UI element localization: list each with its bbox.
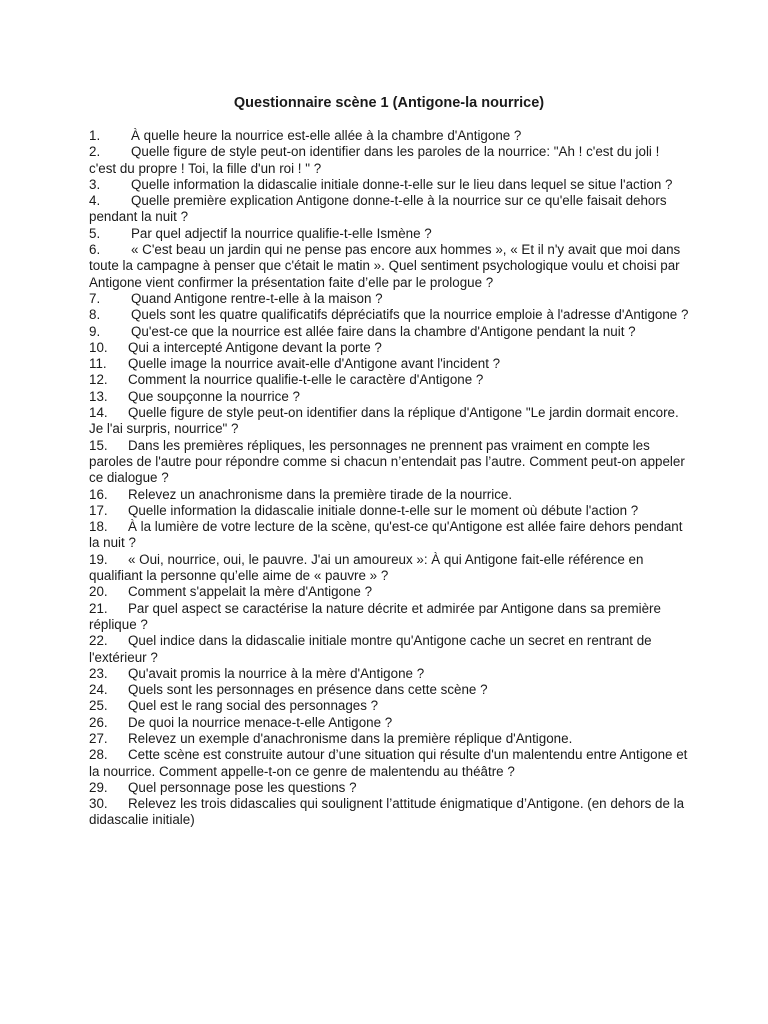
question-text: Comment s'appelait la mère d'Antigone ? [128,584,373,600]
question-item [89,698,689,714]
question-text: De quoi la nourrice menace-t-elle Antigone ? [128,714,393,730]
question-item [89,601,689,634]
question-item [89,291,689,307]
question-item [89,780,689,796]
question-text: Quel est le rang social des personnages ? [128,698,379,714]
question-number: 18. [89,519,108,535]
question-number: 3. [89,176,101,192]
question-item [89,584,689,600]
question-number: 7. [89,290,101,306]
question-text: Relevez un anachronisme dans la première tirade de la nourrice. [128,486,513,502]
document-page [89,94,689,829]
question-number: 9. [89,323,101,339]
question-number: 8. [89,307,101,323]
question-item [89,552,689,585]
question-text: À la lumière de votre lecture de la scène, qu'est-ce qu'Antigone est allée faire dehors pendant la nuit ? [89,519,683,551]
question-number: 24. [89,682,108,698]
question-number: 30. [89,796,108,812]
question-text: Que soupçonne la nourrice ? [128,388,300,404]
question-number: 29. [89,779,108,795]
question-item [89,519,689,552]
question-item [89,226,689,242]
question-text: Qu'avait promis la nourrice à la mère d'Antigone ? [128,665,425,681]
question-number: 10. [89,339,108,355]
question-number: 17. [89,502,108,518]
question-number: 5. [89,225,101,241]
question-item [89,633,689,666]
question-number: 27. [89,730,108,746]
question-number: 12. [89,372,108,388]
question-item [89,503,689,519]
question-number: 23. [89,665,108,681]
question-text: Quelle information la didascalie initiale donne-t-elle sur le lieu dans lequel se situe l'action ? [131,176,673,192]
question-number: 16. [89,486,108,502]
question-text: Quelle image la nourrice avait-elle d'Antigone avant l'incident ? [128,356,501,372]
question-item [89,193,689,226]
question-number: 4. [89,193,101,209]
question-number: 15. [89,437,108,453]
question-item [89,405,689,438]
question-number: 2. [89,144,101,160]
question-number: 13. [89,388,108,404]
question-text: Quel personnage pose les questions ? [128,779,357,795]
question-text: « C'est beau un jardin qui ne pense pas encore aux hommes », « Et il n'y avait que moi dans toute la campagne à penser que c'était le matin ». Quel sentiment psychologique voulu et choisi par Antigone vient confirmer la présentation faite d’elle par le prologue ? [89,242,681,290]
question-text: Quelle figure de style peut-on identifier dans la réplique d'Antigone "Le jardin dormait encore. Je l'ai surpris, nourrice" ? [89,405,679,437]
question-item [89,715,689,731]
question-item [89,372,689,388]
question-item [89,340,689,356]
question-text: Quels sont les quatre qualificatifs dépréciatifs que la nourrice emploie à l'adresse d'Antigone ? [131,307,689,323]
question-number: 28. [89,747,108,763]
question-item [89,796,689,829]
question-text: Par quel adjectif la nourrice qualifie-t-elle Ismène ? [131,225,432,241]
question-item [89,731,689,747]
question-number: 6. [89,242,101,258]
question-item [89,177,689,193]
question-number: 14. [89,405,108,421]
question-number: 25. [89,698,108,714]
question-number: 26. [89,714,108,730]
question-item [89,144,689,177]
question-number: 21. [89,600,108,616]
question-text: « Oui, nourrice, oui, le pauvre. J'ai un amoureux »: À qui Antigone fait-elle référence en qualifiant la personne qu’elle aime de « pauvre » ? [89,551,644,584]
question-text: Quelle figure de style peut-on identifier dans les paroles de la nourrice: "Ah ! c'est du joli ! c'est du propre ! Toi, la fille d'un roi ! " ? [89,144,660,176]
question-text: Par quel aspect se caractérise la nature décrite et admirée par Antigone dans sa première réplique ? [89,600,661,632]
document-title: Questionnaire scène 1 (Antigone-la nourrice) [233,95,545,111]
question-item [89,389,689,405]
question-number: 20. [89,584,108,600]
question-item [89,356,689,372]
question-item [89,487,689,503]
question-text: À quelle heure la nourrice est-elle allée à la chambre d'Antigone ? [131,128,522,143]
question-text: Quels sont les personnages en présence dans cette scène ? [128,682,488,698]
question-number: 22. [89,633,108,649]
question-text: Qui a intercepté Antigone devant la porte ? [128,339,382,355]
question-text: Quand Antigone rentre-t-elle à la maison ? [131,290,383,306]
question-item [89,666,689,682]
question-item [89,307,689,323]
question-text: Quel indice dans la didascalie initiale montre qu'Antigone cache un secret en rentrant de l'extérieur ? [89,633,652,665]
question-text: Comment la nourrice qualifie-t-elle le caractère d'Antigone ? [128,372,484,388]
question-item [89,324,689,340]
question-text: Qu'est-ce que la nourrice est allée faire dans la chambre d'Antigone pendant la nuit ? [131,323,636,339]
question-list [89,128,689,829]
question-text: Relevez les trois didascalies qui soulignent l’attitude énigmatique d’Antigone. (en dehors de la didascalie initiale) [89,796,685,828]
question-number: 11. [89,356,107,372]
question-text: Relevez un exemple d'anachronisme dans la première réplique d'Antigone. [128,730,573,746]
question-item [89,682,689,698]
question-item [89,128,689,144]
question-item [89,242,689,291]
question-text: Quelle information la didascalie initiale donne-t-elle sur le moment où débute l'action ? [128,502,639,518]
question-text: Dans les premières répliques, les personnages ne prennent pas vraiment en compte les paroles de l'autre pour répondre comme si chacun n’entendait pas l’autre. Comment peut-on appeler ce dialogue ? [89,437,685,486]
question-text: Quelle première explication Antigone donne-t-elle à la nourrice sur ce qu'elle faisait dehors pendant la nuit ? [89,193,667,225]
question-item [89,747,689,780]
question-text: Cette scène est construite autour d’une situation qui résulte d'un malentendu entre Antigone et la nourrice. Comment appelle-t-on ce genre de malentendu au théâtre ? [89,747,688,779]
question-item [89,438,689,487]
question-number: 1. [89,128,101,143]
question-number: 19. [89,551,108,567]
